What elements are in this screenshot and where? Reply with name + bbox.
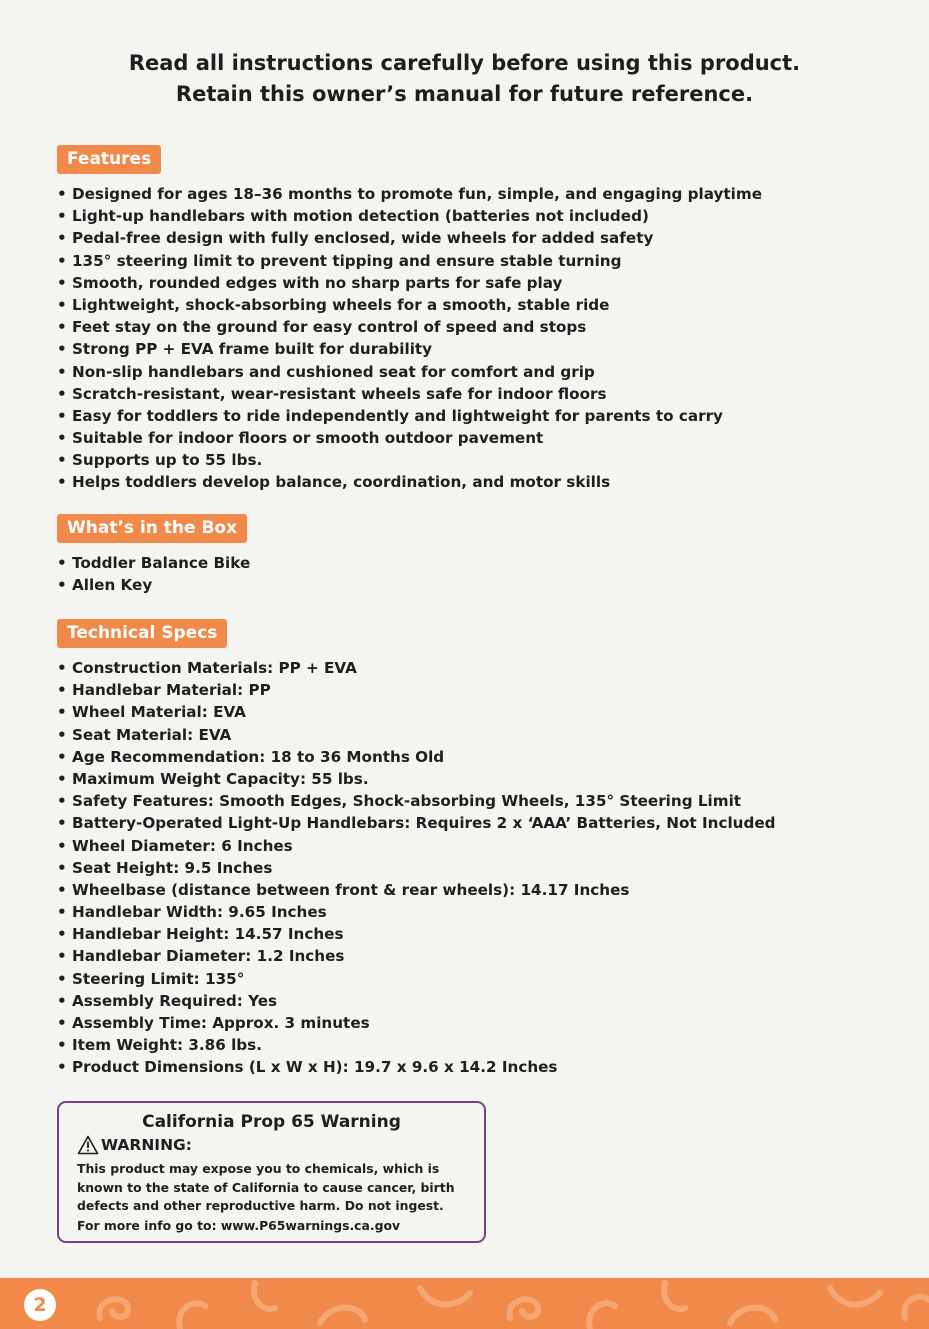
features-list (57, 183, 762, 494)
list-item: • Maximum Weight Capacity: 55 lbs. (57, 769, 369, 788)
list-item: • Seat Material: EVA (57, 725, 232, 744)
list-item: • Easy for toddlers to ride independently and lightweight for parents to carry (57, 406, 723, 425)
list-item: • 135° steering limit to prevent tipping and ensure stable turning (57, 251, 622, 270)
warning-more-info (77, 1218, 400, 1233)
warning-body (77, 1160, 472, 1216)
box-section-title: What’s in the Box (57, 514, 247, 543)
instructions-heading-line-2: Retain this owner’s manual for future reference. (175, 82, 754, 106)
warning-body-line: This product may expose you to chemicals, which is (77, 1161, 440, 1176)
list-item: • Assembly Time: Approx. 3 minutes (57, 1014, 370, 1032)
list-item: • Supports up to 55 lbs. (57, 451, 263, 470)
swirl-pattern-decoration (0, 1278, 929, 1329)
list-item: • Product Dimensions (L x W x H): 19.7 x 9.6 x 14.2 Inches (57, 1058, 558, 1077)
list-item: • Wheelbase (distance between front & rear wheels): 14.17 Inches (57, 880, 630, 899)
list-item: • Smooth, rounded edges with no sharp parts for safe play (57, 273, 563, 292)
list-item: • Helps toddlers develop balance, coordination, and motor skills (57, 473, 611, 492)
list-item: • Handlebar Height: 14.57 Inches (57, 925, 344, 944)
list-item: • Feet stay on the ground for easy control of speed and stops (57, 318, 587, 337)
list-item: • Toddler Balance Bike (57, 554, 251, 572)
list-item: • Age Recommendation: 18 to 36 Months Old (57, 747, 445, 766)
specs-section-title: Technical Specs (57, 619, 227, 648)
list-item: • Battery-Operated Light-Up Handlebars: Requires 2 x ‘AAA’ Batteries, Not Included (57, 814, 776, 833)
list-item: • Steering Limit: 135° (57, 969, 245, 988)
list-item: • Lightweight, shock-absorbing wheels for a smooth, stable ride (57, 295, 610, 314)
warning-triangle-icon (77, 1135, 99, 1155)
list-item: • Assembly Required: Yes (57, 991, 278, 1010)
specs-list (57, 657, 776, 1079)
list-item: • Wheel Material: EVA (57, 703, 246, 722)
p65-warnings-link[interactable]: www.P65warnings.ca.gov (220, 1218, 401, 1233)
list-item: • Wheel Diameter: 6 Inches (57, 836, 293, 855)
list-item: • Seat Height: 9.5 Inches (57, 858, 273, 877)
warning-body-line: known to the state of California to cause cancer, birth (77, 1179, 455, 1195)
warning-label (77, 1135, 192, 1155)
list-item: • Pedal-free design with fully enclosed, wide wheels for added safety (57, 229, 654, 248)
list-item: • Allen Key (57, 576, 153, 595)
box-contents-list (57, 552, 250, 596)
warning-label-text: WARNING: (101, 1136, 192, 1154)
warning-body-line: defects and other reproductive harm. Do not ingest. (77, 1198, 444, 1213)
list-item: • Suitable for indoor floors or smooth outdoor pavement (57, 429, 544, 448)
list-item: • Strong PP + EVA frame built for durability (57, 340, 433, 359)
list-item: • Handlebar Material: PP (57, 681, 271, 700)
list-item: • Designed for ages 18–36 months to promote fun, simple, and engaging playtime (57, 185, 763, 203)
list-item: • Construction Materials: PP + EVA (57, 659, 357, 677)
more-info-prefix: For more info go to: (77, 1218, 221, 1233)
list-item: • Handlebar Width: 9.65 Inches (57, 903, 327, 922)
list-item: • Non-slip handlebars and cushioned seat for comfort and grip (57, 362, 595, 381)
page-number: 2 (24, 1289, 56, 1321)
warning-title: California Prop 65 Warning (142, 1112, 401, 1132)
list-item: • Item Weight: 3.86 lbs. (57, 1036, 262, 1055)
prop65-warning-box (57, 1101, 486, 1243)
features-section-title: Features (57, 145, 161, 174)
list-item: • Light-up handlebars with motion detection (batteries not included) (57, 207, 649, 226)
footer-band (0, 1278, 929, 1329)
list-item: • Safety Features: Smooth Edges, Shock-absorbing Wheels, 135° Steering Limit (57, 792, 742, 811)
list-item: • Handlebar Diameter: 1.2 Inches (57, 947, 345, 966)
list-item: • Scratch-resistant, wear-resistant wheels safe for indoor floors (57, 384, 607, 403)
instructions-heading-line-1: Read all instructions carefully before using this product. (128, 51, 801, 75)
